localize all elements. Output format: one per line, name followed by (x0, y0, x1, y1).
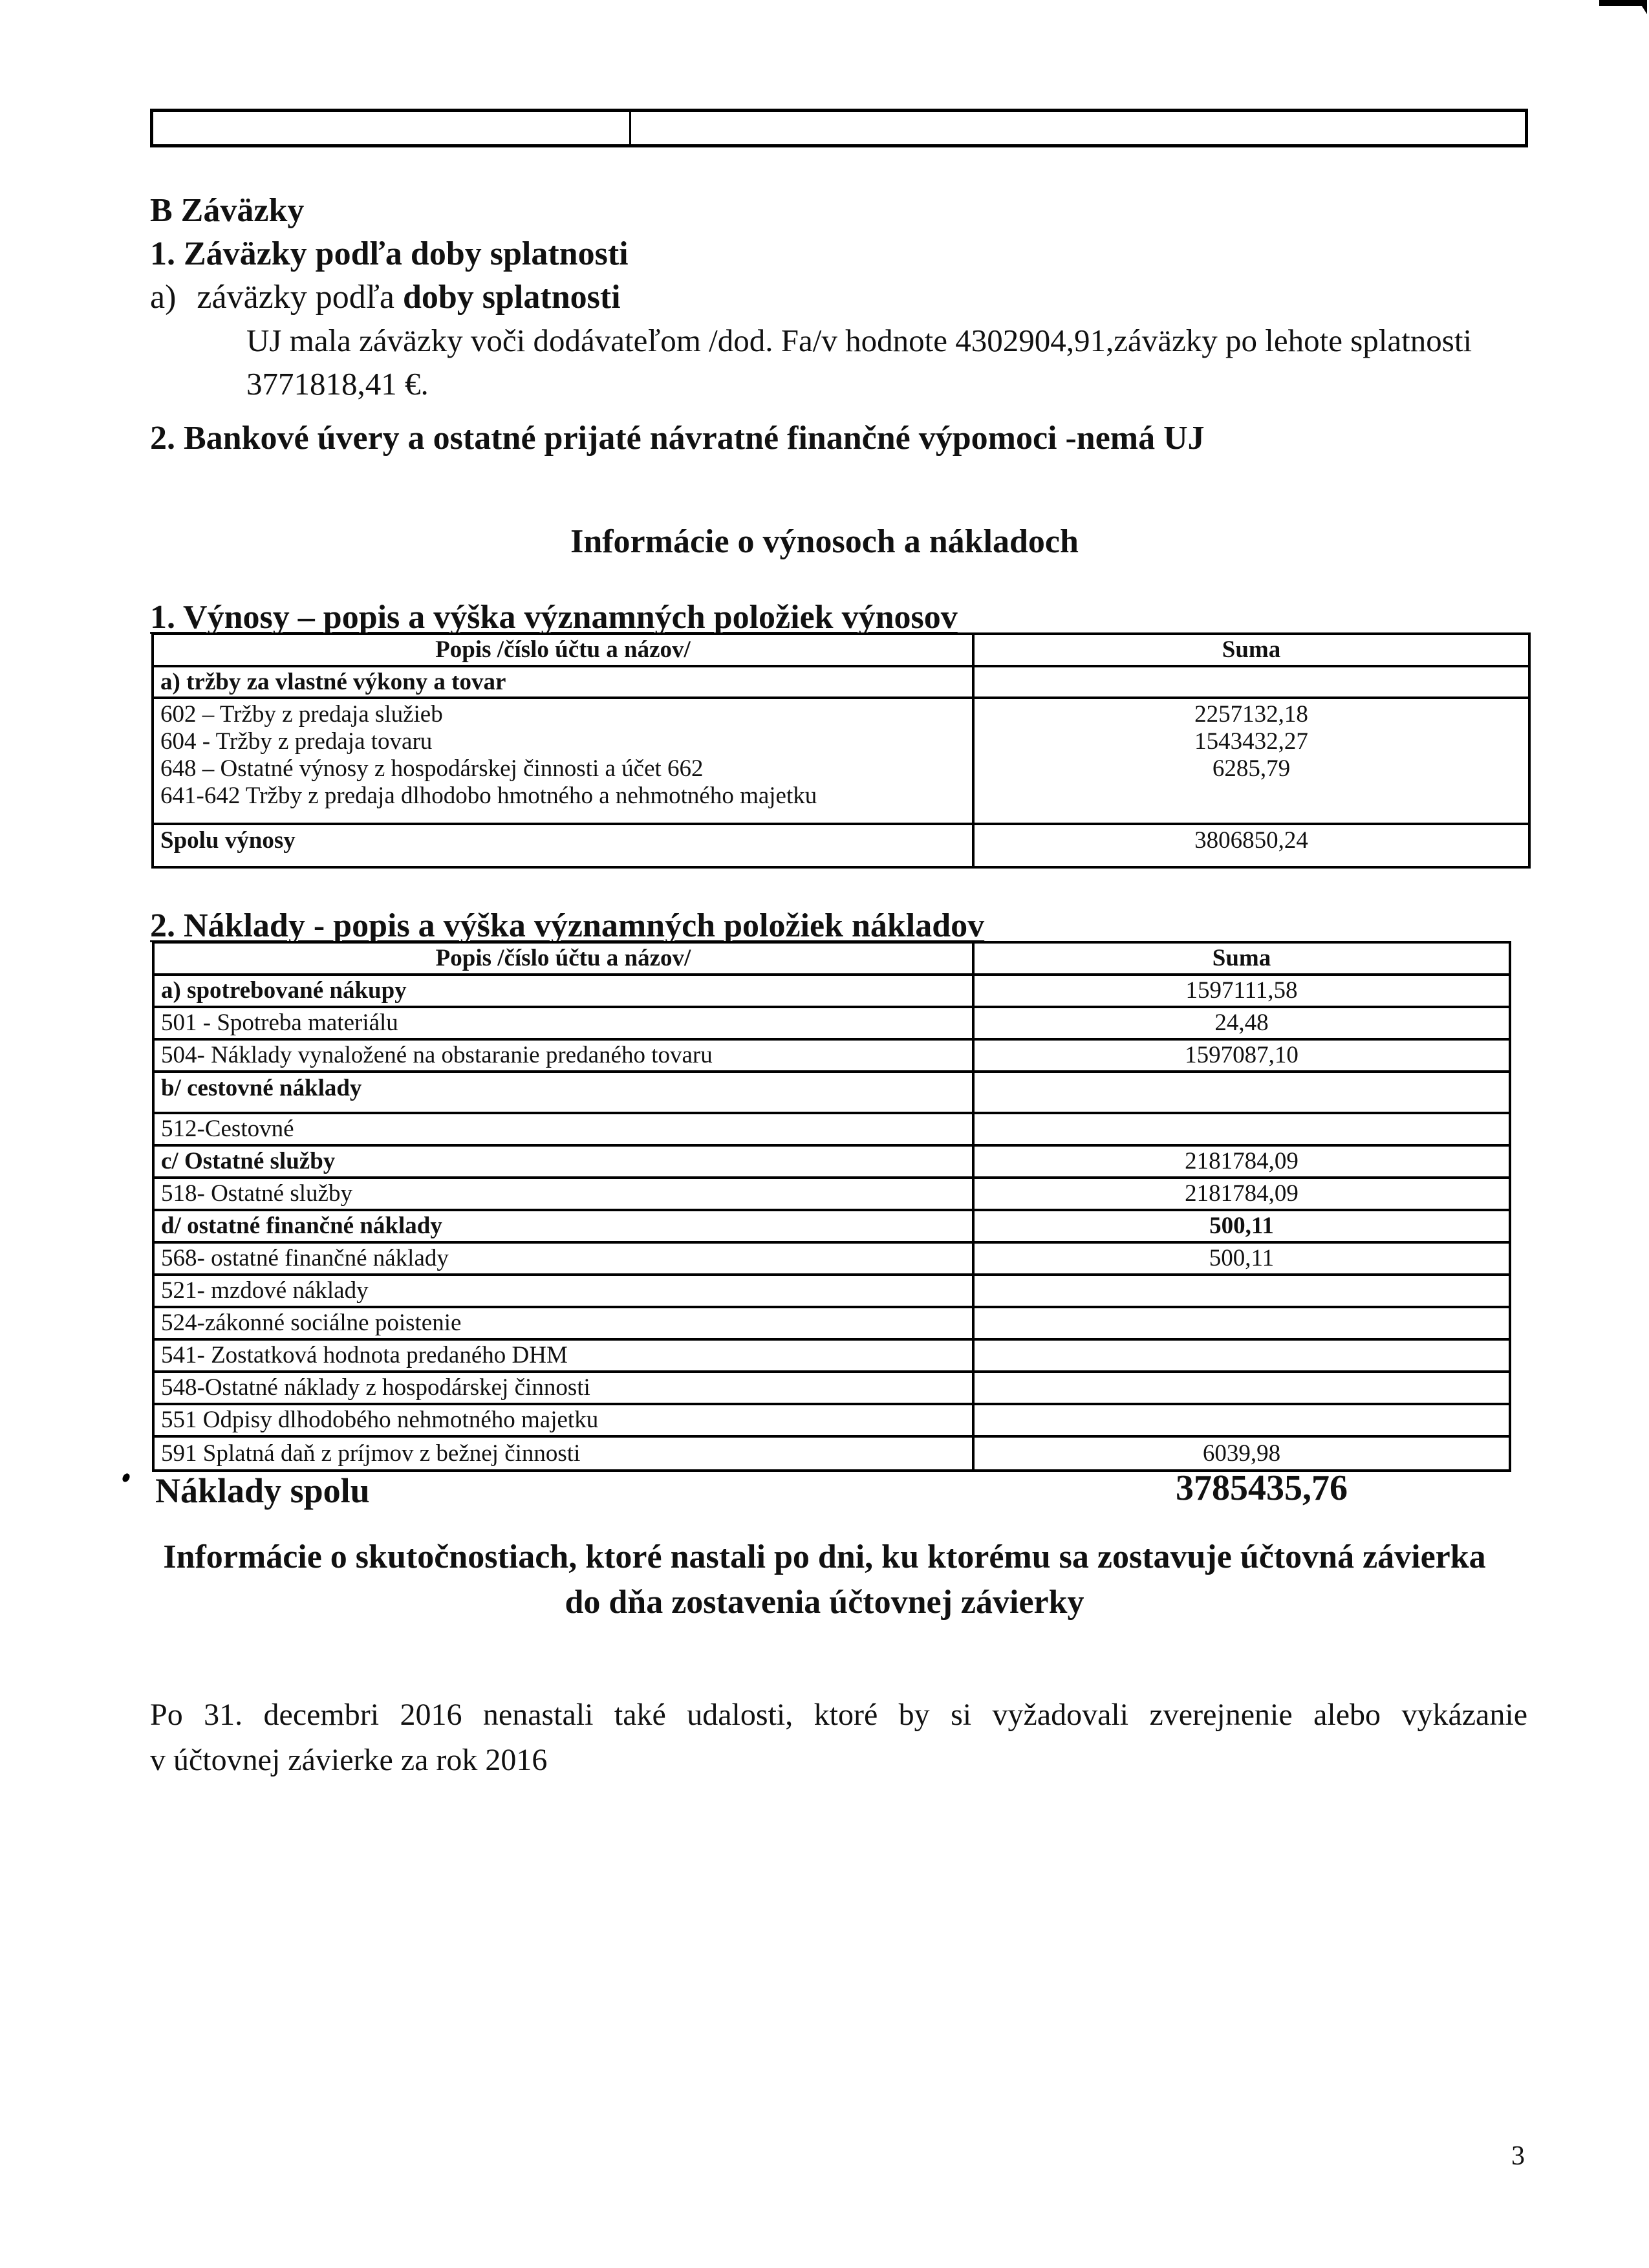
costs-total-label: Náklady spolu (155, 1471, 370, 1510)
revenue-group-label: a) tržby za vlastné výkony a tovar (153, 666, 973, 698)
row-description: 541- Zostatková hodnota predaného DHM (153, 1339, 973, 1372)
row-description: 551 Odpisy dlhodobého nehmotného majetku (153, 1404, 973, 1436)
row-description: 504- Náklady vynaložené na obstaranie predaného tovaru (153, 1039, 973, 1072)
table-row (153, 1242, 1510, 1275)
table-row (153, 1404, 1510, 1436)
table-row (153, 1145, 1510, 1178)
row-description: 518- Ostatné služby (153, 1178, 973, 1210)
revenue-total-amount: 3806850,24 (973, 824, 1529, 867)
row-amount (973, 1339, 1510, 1372)
amount: 1543432,27 (1194, 728, 1308, 755)
table-divider (629, 112, 631, 144)
costs-table (152, 941, 1511, 1472)
row-amount (973, 1307, 1510, 1339)
table-row (153, 1339, 1510, 1372)
revenue-header-description: Popis /číslo účtu a názov/ (153, 634, 973, 666)
row-amount: 2181784,09 (973, 1145, 1510, 1178)
row-description: b/ cestovné náklady (153, 1072, 973, 1113)
subsequent-events-heading-line2: do dňa zostavenia účtovnej závierky (565, 1584, 1084, 1621)
liabilities-item2-title: 2. Bankové úvery a ostatné prijaté návratné finančné výpomoci -nemá UJ (150, 420, 1205, 457)
table-row: 648 – Ostatné výnosy z hospodárskej činnosti a účet 662 (160, 755, 704, 782)
revenue-group-row (153, 666, 1529, 698)
income-expenses-heading: Informácie o výnosoch a nákladoch (570, 523, 1079, 560)
item1a-plain: záväzky podľa (197, 279, 403, 316)
row-amount: 500,11 (973, 1210, 1510, 1242)
row-amount (973, 1113, 1510, 1145)
revenue-detail-amounts (973, 698, 1529, 824)
table-row (153, 975, 1510, 1007)
costs-header-row (153, 942, 1510, 975)
row-description: 512-Cestovné (153, 1113, 973, 1145)
subsequent-events-text-line1: Po 31. decembri 2016 nenastali také udalosti, ktoré by si vyžadovali zverejnenie alebo vykázanie (150, 1698, 1527, 1732)
row-amount: 6039,98 (973, 1436, 1510, 1471)
subsequent-events-text-line2: v účtovnej závierke za rok 2016 (150, 1743, 548, 1777)
revenue-title: 1. Výnosy – popis a výška významných položiek výnosov (150, 599, 958, 636)
revenue-total-label: Spolu výnosy (153, 824, 973, 867)
liabilities-text-line2: 3771818,41 €. (246, 366, 429, 402)
table-row: 602 – Tržby z predaja služieb (160, 701, 443, 728)
revenue-table (151, 632, 1531, 869)
liabilities-text-line1: UJ mala záväzky voči dodávateľom /dod. Fa/v hodnote 4302904,91,záväzky po lehote splatnosti (246, 323, 1472, 358)
table-row (153, 1039, 1510, 1072)
costs-header-amount: Suma (973, 942, 1510, 975)
scan-mark-dot (121, 1472, 131, 1483)
row-amount: 1597111,58 (973, 975, 1510, 1007)
item1a-bold: doby splatnosti (402, 279, 621, 316)
row-amount (973, 1072, 1510, 1113)
table-row (153, 1436, 1510, 1471)
subsequent-events-heading-line1: Informácie o skutočnostiach, ktoré nastali po dni, ku ktorému sa zostavuje účtovná závierka (163, 1539, 1486, 1575)
revenue-group-amount (973, 666, 1529, 698)
item1a-prefix: a) (150, 279, 177, 316)
costs-total-amount: 3785435,76 (1176, 1468, 1348, 1508)
row-description: 591 Splatná daň z príjmov z bežnej činnosti (153, 1436, 973, 1471)
row-description: 524-zákonné sociálne poistenie (153, 1307, 973, 1339)
revenue-detail-descriptions (153, 698, 973, 824)
row-description: a) spotrebované nákupy (153, 975, 973, 1007)
revenue-header-row (153, 634, 1529, 666)
row-description: d/ ostatné finančné náklady (153, 1210, 973, 1242)
row-description: c/ Ostatné služby (153, 1145, 973, 1178)
row-description: 521- mzdové náklady (153, 1275, 973, 1307)
table-row (153, 1113, 1510, 1145)
table-row (153, 1007, 1510, 1039)
row-amount: 500,11 (973, 1242, 1510, 1275)
row-amount (973, 1404, 1510, 1436)
amount: 6285,79 (1212, 755, 1291, 782)
table-row (153, 1372, 1510, 1404)
row-description: 501 - Spotreba materiálu (153, 1007, 973, 1039)
row-amount (973, 1372, 1510, 1404)
empty-table-top (150, 109, 1528, 147)
row-amount: 24,48 (973, 1007, 1510, 1039)
page-number: 3 (1511, 2141, 1525, 2171)
row-description: 568- ostatné finančné náklady (153, 1242, 973, 1275)
row-amount (973, 1275, 1510, 1307)
costs-title: 2. Náklady - popis a výška významných položiek nákladov (150, 907, 985, 944)
table-row: 641-642 Tržby z predaja dlhodobo hmotného a nehmotného majetku (160, 783, 817, 809)
table-row: 604 - Tržby z predaja tovaru (160, 728, 433, 755)
revenue-total-row (153, 824, 1529, 867)
revenue-detail-rows (153, 698, 1529, 824)
row-amount: 1597087,10 (973, 1039, 1510, 1072)
liabilities-item1a (150, 278, 621, 317)
section-title-liabilities: B Záväzky (150, 192, 305, 229)
row-description: 548-Ostatné náklady z hospodárskej činnosti (153, 1372, 973, 1404)
row-amount: 2181784,09 (973, 1178, 1510, 1210)
table-row (153, 1210, 1510, 1242)
table-row (153, 1275, 1510, 1307)
table-row (153, 1307, 1510, 1339)
table-row (153, 1178, 1510, 1210)
liabilities-item1-title: 1. Záväzky podľa doby splatnosti (150, 235, 629, 272)
scan-corner-mark (1599, 0, 1646, 6)
amount: 2257132,18 (1194, 701, 1308, 728)
revenue-header-amount: Suma (973, 634, 1529, 666)
costs-header-description: Popis /číslo účtu a názov/ (153, 942, 973, 975)
table-row (153, 1072, 1510, 1113)
